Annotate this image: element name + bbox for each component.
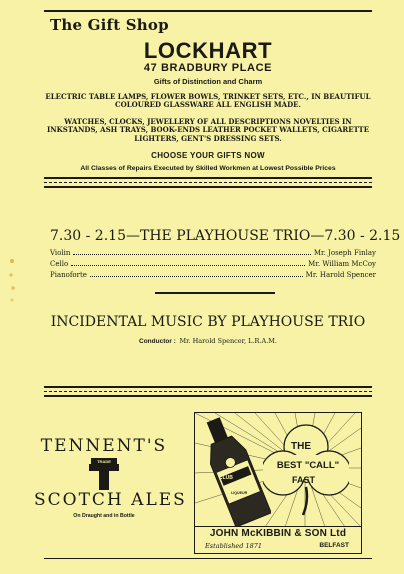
bottom-rule	[44, 558, 372, 559]
shop-description-watches: WATCHES, CLOCKS, JEWELLERY OF ALL DESCRIPTIONS NOVELTIES IN INKSTANDS, ASH TRAYS, BOOK-ENDS LEATHER POCKET WALLETS, CIGARETTE LIGHTERS, GENT'S DRESSING SETS.	[46, 117, 370, 143]
player-name: Mr. William McCoy	[308, 260, 376, 268]
ad-fast: FAST	[292, 475, 316, 485]
shop-name: LOCKHART	[143, 38, 273, 63]
firm-name: JOHN McKIBBIN & SON Ltd	[209, 528, 347, 539]
repairs-line: All Classes of Repairs Executed by Skilled Workmen at Lowest Possible Prices	[80, 165, 336, 172]
divider-rule-3	[44, 386, 372, 388]
divider-dash-1	[44, 182, 372, 183]
draught-line: On Draught and in Bottle	[73, 513, 135, 519]
conductor-name: Mr. Harold Spencer, L.R.A.M.	[179, 337, 277, 345]
bottle-club-label: CLUB	[219, 475, 233, 481]
dot-leader	[71, 265, 305, 266]
player-name: Mr. Joseph Finlay	[313, 249, 376, 257]
tennents-advert	[34, 432, 187, 532]
shop-address: 47 BRADBURY PLACE	[143, 62, 273, 74]
divider-rule-4	[44, 395, 372, 397]
player-row-cello	[50, 258, 376, 268]
time-left: 7.30 - 2.15	[50, 228, 126, 244]
bottle-liqueur-label: LIQUEUR	[231, 491, 248, 495]
divider-dash-2	[44, 391, 372, 392]
instrument-label: Violin	[50, 249, 71, 257]
incidental-music-heading: INCIDENTAL MUSIC BY PLAYHOUSE TRIO	[50, 314, 366, 330]
divider-rule-2	[44, 186, 372, 188]
established-line: Established 1871	[205, 542, 263, 550]
instrument-label: Pianoforte	[50, 271, 87, 279]
short-divider	[155, 292, 275, 294]
liqueur-bottle-icon	[201, 415, 271, 527]
time-right: 7.30 - 2.15	[324, 228, 401, 244]
trade-mark-label: TRADE	[91, 458, 117, 470]
firm-city: BELFAST	[319, 542, 349, 549]
conductor-line	[44, 337, 372, 345]
scotch-ales: SCOTCH ALES	[34, 490, 187, 510]
dot-leader	[90, 276, 303, 277]
shop-tagline: Gifts of Distinction and Charm	[153, 77, 263, 86]
instrument-label: Cello	[50, 260, 69, 268]
choose-gifts-line: CHOOSE YOUR GIFTS NOW	[151, 151, 265, 160]
gift-shop-heading: The Gift Shop	[50, 16, 169, 34]
paper-stain	[8, 255, 16, 305]
player-name: Mr. Harold Spencer	[305, 271, 376, 279]
trio-heading	[50, 228, 401, 244]
trio-title: —THE PLAYHOUSE TRIO—	[125, 228, 325, 244]
player-row-pianoforte	[50, 269, 376, 279]
firm-panel	[195, 526, 361, 553]
shop-description-glassware: ELECTRIC TABLE LAMPS, FLOWER BOWLS, TRINKET SETS, ETC., IN BEAUTIFUL COLOURED GLASSWARE ALL ENGLISH MADE.	[45, 92, 371, 110]
tennents-name: TENNENT'S	[40, 436, 168, 456]
mckibbin-advert	[194, 412, 362, 554]
t-logo-icon	[88, 464, 120, 490]
dot-leader	[73, 254, 310, 255]
top-rule	[44, 10, 372, 12]
best-call: BEST "CALL"	[276, 460, 340, 471]
divider-rule-1	[44, 177, 372, 179]
ad-the: THE	[291, 441, 311, 452]
conductor-label: Conductor :	[139, 338, 176, 345]
player-row-violin	[50, 247, 376, 257]
